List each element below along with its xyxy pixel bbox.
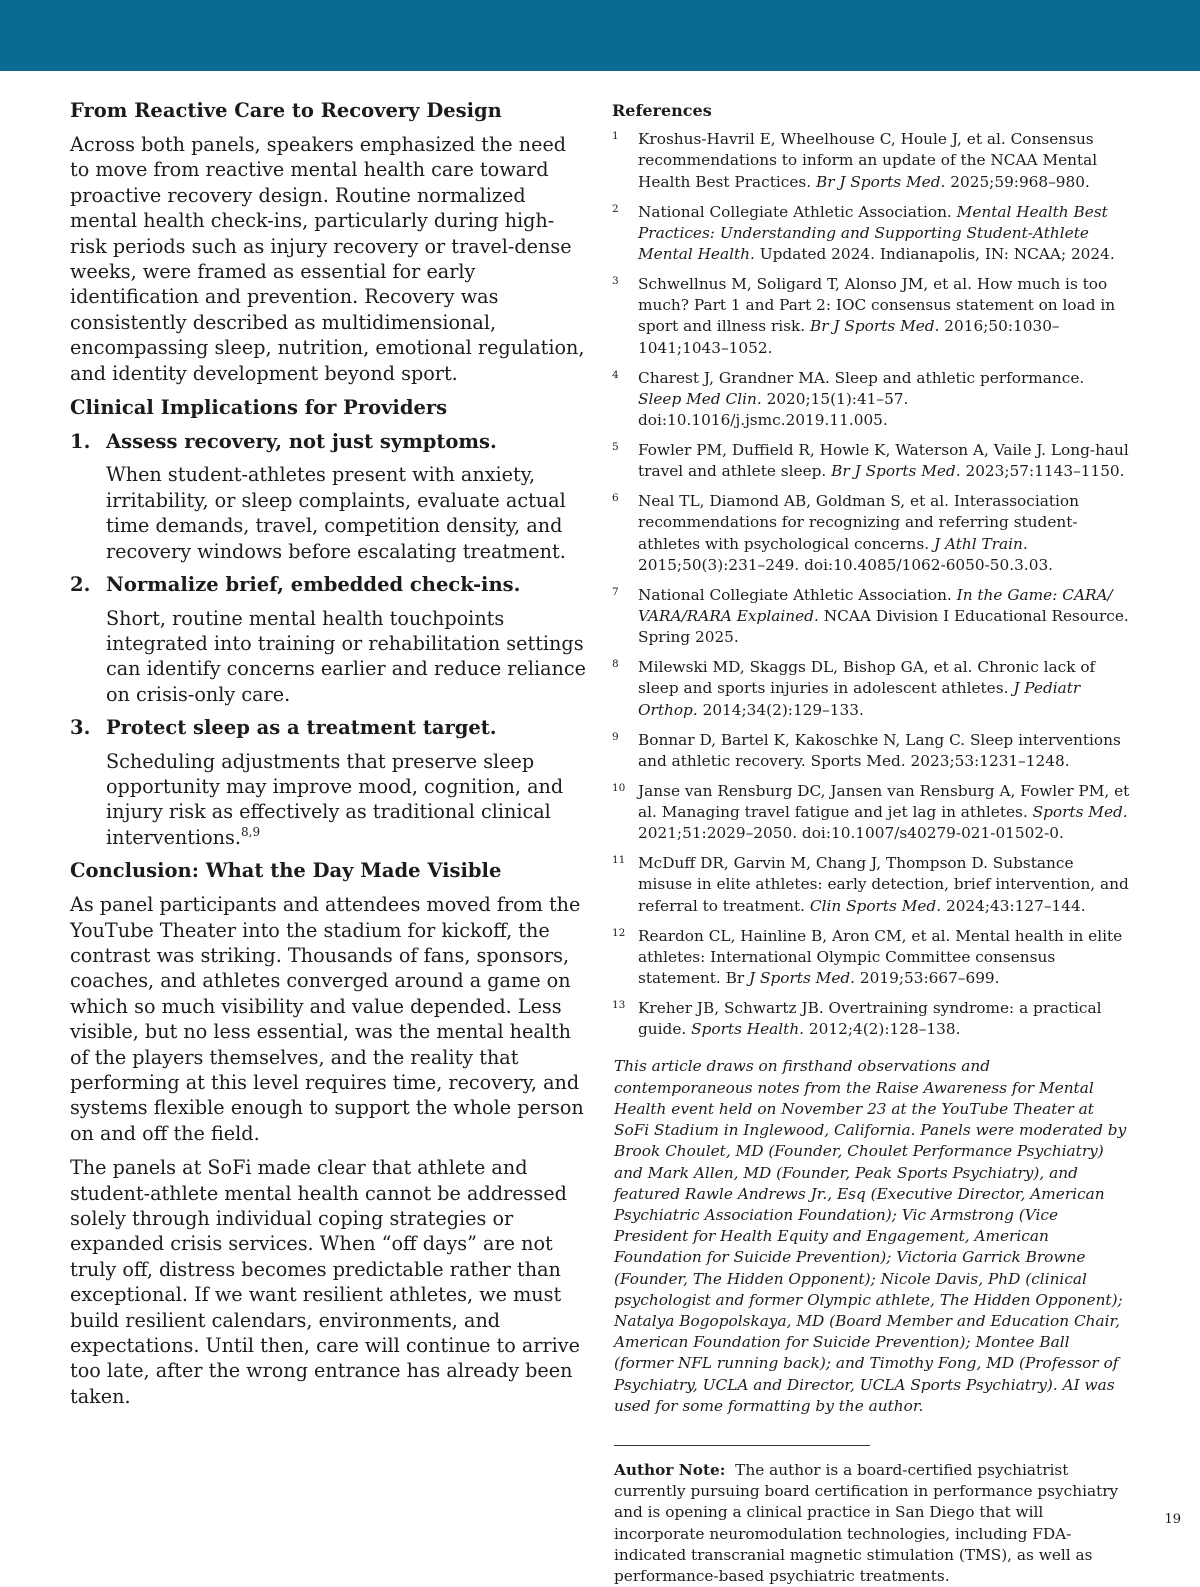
paragraph: Across both panels, speakers emphasized the need to move from reactive mental health care toward proactive recovery design. Routine normalized mental health check-ins, particularly during high-risk periods such as injury recovery or travel-dense weeks, were framed as essential for early identification and prevention. Recovery was consistently described as multidimensional, encompassing sleep, nutrition, emotional regulation, and identity development beyond sport.	[70, 133, 585, 385]
section-heading: Clinical Implications for Providers	[70, 396, 448, 420]
reference-number: 2	[612, 202, 619, 215]
reference-journal: Br J Sports Med.	[815, 172, 946, 191]
page-number: 19	[1164, 1512, 1181, 1527]
reference-number: 4	[612, 368, 619, 381]
reference-number: 13	[612, 999, 626, 1012]
reference-text	[638, 440, 1132, 482]
reference-journal: Mental Health Best Practices: Understanding and Supporting Student-Athlete Mental Health.	[638, 202, 1108, 264]
reference-item	[612, 440, 1132, 482]
reference-list	[612, 129, 1132, 1040]
reference-text	[638, 368, 1132, 432]
reference-text	[638, 491, 1132, 576]
list-number: 2.	[70, 573, 91, 597]
reference-segment: Janse van Rensburg DC, Jansen van Rensburg A, Fowler PM, et al. Managing travel fatigue and jet lag in athletes.	[638, 781, 1130, 822]
reference-segment: Reardon CL, Hainline B, Aron CM, et al. Mental health in elite athletes: International Olympic Committee consensus statement. Br	[638, 926, 1123, 988]
reference-segment: 2020;15(1):41–57. doi:10.1016/j.jsmc.2019.11.005.	[638, 389, 909, 430]
reference-item	[612, 368, 1132, 432]
list-number: 1.	[70, 430, 91, 454]
reference-segment: Bonnar D, Bartel K, Kakoschke N, Lang C. Sleep interventions and athletic recovery. Sports Med. 2023;53:1231–1248.	[638, 730, 1121, 770]
list-item-text: Scheduling adjustments that preserve sleep opportunity may improve mood, cognition, and injury risk as effectively as traditional clinical interventions.	[106, 749, 564, 849]
reference-segment: 2025;59:968–980.	[945, 172, 1090, 191]
author-note-label: Author Note:	[614, 1460, 726, 1479]
reference-segment: 2014;34(2):129–133.	[697, 700, 864, 719]
list-item-body: Short, routine mental health touchpoints integrated into training or rehabilitation settings can identify concerns earlier and reduce reliance on crisis-only care.	[106, 606, 587, 706]
reference-segment: National Collegiate Athletic Association.	[638, 202, 957, 221]
reference-text	[638, 202, 1132, 266]
reference-text	[638, 730, 1132, 772]
reference-journal: In the Game: CARA/ VARA/RARA Explained.	[638, 585, 1113, 626]
reference-journal: Clin Sports Med.	[809, 896, 942, 915]
article-note: This article draws on firsthand observations and contemporaneous notes from the Raise Awareness for Mental Health event held on November 23 at the YouTube Theater at SoFi Stadium in Inglewood, California. Panels were moderated by Brook Choulet, MD (Founder, Choulet Performance Psychiatry) and Mark Allen, MD (Founder, Peak Sports Psychiatry), and featured Rawle Andrews Jr., Esq (Executive Director, American Psychiatric Association Foundation); Vic Armstrong (Vice President for Health Equity and Engagement, American Foundation for Suicide Prevention); Victoria Garrick Browne (Founder, The Hidden Opponent); Nicole Davis, PhD (clinical psychologist and former Olympic athlete, The Hidden Opponent); Natalya Bogopolskaya, MD (Board Member and Education Chair, American Foundation for Suicide Prevention); Montee Ball (former NFL running back); and Timothy Fong, MD (Professor of Psychiatry, UCLA and Director, UCLA Sports Psychiatry). AI was used for some formatting by the author.	[614, 1057, 1127, 1415]
reference-segment: 2019;53:667–699.	[855, 969, 1000, 988]
reference-segment: 2024;43:127–144.	[941, 896, 1086, 915]
reference-item	[612, 491, 1132, 576]
reference-segment: Updated 2024. Indianapolis, IN: NCAA; 2024.	[754, 245, 1115, 264]
list-item-title	[70, 429, 590, 454]
divider	[614, 1445, 870, 1446]
reference-journal: J Sports Med.	[744, 969, 856, 988]
reference-number: 9	[612, 730, 619, 743]
reference-item	[612, 274, 1132, 359]
reference-item	[612, 853, 1132, 917]
reference-number: 10	[612, 781, 626, 794]
reference-number: 6	[612, 492, 619, 505]
reference-text	[638, 853, 1132, 917]
reference-text	[638, 129, 1132, 193]
reference-segment: 2012;4(2):128–138.	[804, 1020, 961, 1039]
reference-item	[612, 202, 1132, 266]
list-item-body	[106, 749, 590, 851]
reference-segment: Charest J, Grandner MA. Sleep and athletic performance.	[638, 368, 1085, 387]
header-bar	[0, 0, 1200, 71]
reference-segment: 2016;50:1030–1041;1043–1052.	[638, 317, 1060, 357]
reference-number: 3	[612, 275, 619, 288]
section-heading: From Reactive Care to Recovery Design	[70, 99, 502, 122]
footnote-marker[interactable]: 8,9	[241, 824, 261, 839]
references-heading: References	[612, 101, 712, 120]
reference-segment: Schwellnus M, Soligard T, Alonso JM, et al. How much is too much? Part 1 and Part 2: IOC consensus statement on load in sport and illness risk.	[638, 275, 1116, 336]
sidebar-column	[612, 100, 1132, 1587]
reference-text	[638, 926, 1132, 990]
reference-journal: Br J Sports Med.	[831, 462, 961, 481]
list-item-heading: Normalize brief, embedded check-ins.	[106, 573, 521, 597]
reference-item	[612, 998, 1132, 1040]
reference-segment: Neal TL, Diamond AB, Goldman S, et al. Interassociation recommendations for recognizing and referring student-athletes with psychological concerns.	[638, 492, 1079, 553]
reference-text	[638, 998, 1132, 1040]
reference-journal: J Athl Train.	[933, 534, 1028, 553]
reference-segment: Kroshus-Havril E, Wheelhouse C, Houle J, et al. Consensus recommendations to inform an update of the NCAA Mental Health Best Practices.	[638, 130, 1098, 191]
reference-number: 8	[612, 658, 619, 671]
reference-segment: 2021;51:2029–2050. doi:10.1007/s40279-021-01502-0.	[638, 824, 1064, 843]
reference-journal: Sleep Med Clin.	[638, 389, 762, 408]
reference-journal: J Pediatr Orthop.	[638, 679, 1081, 719]
list-number: 3.	[70, 716, 91, 740]
list-item-title	[70, 572, 590, 597]
list-item-heading: Protect sleep as a treatment target.	[106, 716, 497, 740]
list-item-title	[70, 715, 590, 740]
reference-item	[612, 926, 1132, 990]
reference-journal: Sports Med.	[1032, 803, 1128, 822]
paragraph: The panels at SoFi made clear that athlete and student-athlete mental health cannot be addressed solely through individual coping strategies or expanded crisis services. When “off days” are not truly off, distress becomes predictable rather than exceptional. If we want resilient athletes, we must build resilient calendars, environments, and expectations. Until then, care will continue to arrive too late, after the wrong entrance has already been taken.	[70, 1156, 580, 1408]
reference-journal: Sports Health.	[691, 1020, 805, 1039]
reference-number: 1	[612, 130, 619, 143]
reference-text	[638, 781, 1132, 845]
list-item-body: When student-athletes present with anxiety, irritability, or sleep complaints, evaluate actual time demands, travel, competition density, and recovery windows before escalating treatment.	[106, 463, 566, 563]
reference-item	[612, 781, 1132, 845]
author-note-text: The author is a board-certified psychiatrist currently pursuing board certification in performance psychiatry and is opening a clinical practice in San Diego that will incorporate neuromodulation technologies, including FDA-indicated transcranial magnetic stimulation (TMS), as well as performance-based psychiatric treatments.	[614, 1460, 1119, 1585]
reference-number: 11	[612, 854, 626, 867]
main-column	[70, 98, 590, 1418]
reference-segment: Milewski MD, Skaggs DL, Bishop GA, et al. Chronic lack of sleep and sports injuries in adolescent athletes.	[638, 658, 1096, 698]
author-note	[614, 1460, 1132, 1587]
reference-segment: National Collegiate Athletic Association.	[638, 585, 957, 604]
reference-segment: 2015;50(3):231–249. doi:10.4085/1062-6050-50.3.03.	[638, 555, 1054, 574]
reference-segment: Fowler PM, Duffield R, Howle K, Waterson A, Vaile J. Long-haul travel and athlete sleep.	[638, 441, 1129, 481]
reference-text	[638, 274, 1132, 359]
reference-segment: 2023;57:1143–1150.	[960, 462, 1125, 481]
reference-item	[612, 129, 1132, 193]
list-item-heading: Assess recovery, not just symptoms.	[106, 430, 497, 454]
reference-segment: McDuff DR, Garvin M, Chang J, Thompson D. Substance misuse in elite athletes: early detection, brief intervention, and referral to treatment.	[638, 854, 1129, 915]
reference-item	[612, 585, 1132, 649]
reference-segment: Kreher JB, Schwartz JB. Overtraining syndrome: a practical guide.	[638, 999, 1102, 1039]
reference-text	[638, 657, 1132, 721]
reference-segment: NCAA Division I Educational Resource. Spring 2025.	[638, 607, 1129, 647]
reference-journal: Br J Sports Med.	[810, 317, 940, 336]
reference-number: 12	[612, 926, 626, 939]
reference-number: 7	[612, 585, 619, 598]
reference-item	[612, 730, 1132, 772]
reference-item	[612, 657, 1132, 721]
section-heading: Conclusion: What the Day Made Visible	[70, 859, 502, 883]
reference-number: 5	[612, 441, 619, 454]
paragraph: As panel participants and attendees moved from the YouTube Theater into the stadium for kickoff, the contrast was striking. Thousands of fans, sponsors, coaches, and athletes converged around a game on which so much visibility and value depended. Less visible, but no less essential, was the mental health of the players themselves, and the reality that performing at this level requires time, recovery, and systems flexible enough to support the whole person on and off the field.	[70, 893, 584, 1145]
reference-text	[638, 585, 1132, 649]
